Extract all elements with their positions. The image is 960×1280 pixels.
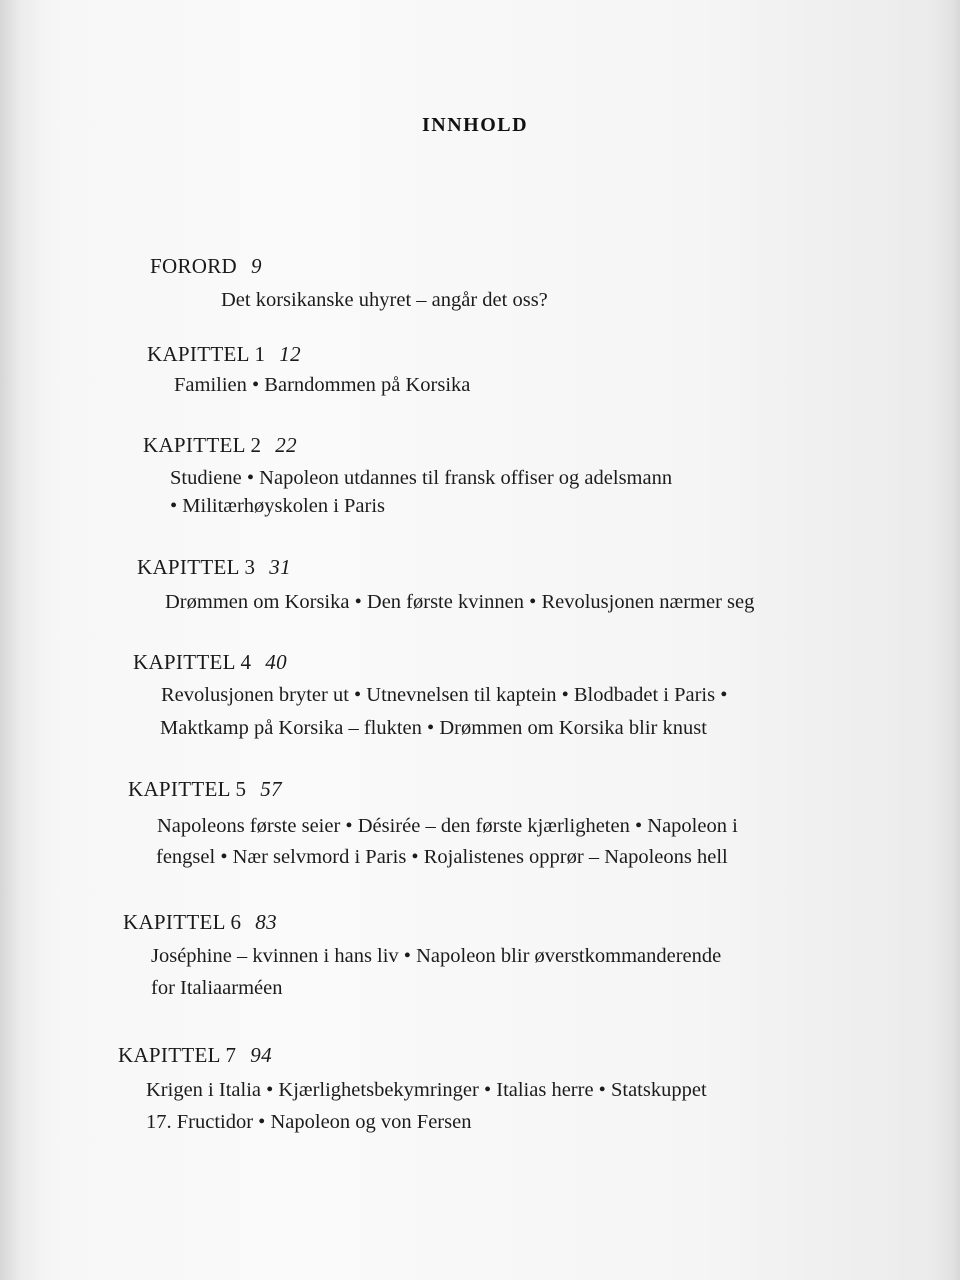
- page-title: INNHOLD: [422, 114, 529, 136]
- section-heading-kapittel-6: [123, 910, 277, 935]
- section-heading-kapittel-3: [137, 555, 291, 580]
- section-line: Revolusjonen bryter ut • Utnevnelsen til kaptein • Blodbadet i Paris •: [161, 684, 728, 706]
- section-heading-kapittel-2: [143, 433, 297, 458]
- section-line: for Italiaarméen: [151, 977, 283, 999]
- section-line: Krigen i Italia • Kjærlighetsbekymringer • Italias herre • Statskuppet: [146, 1079, 707, 1101]
- section-heading-kapittel-7: [118, 1043, 272, 1068]
- section-page-number: 31: [269, 555, 291, 579]
- section-label: KAPITTEL 7: [118, 1043, 237, 1067]
- section-page-number: 40: [265, 650, 287, 674]
- section-line: • Militærhøyskolen i Paris: [170, 495, 386, 517]
- section-label: KAPITTEL 2: [143, 433, 262, 457]
- section-label: KAPITTEL 4: [133, 650, 252, 674]
- section-line: Familien • Barndommen på Korsika: [174, 374, 471, 396]
- section-page-number: 83: [255, 910, 277, 934]
- section-label: KAPITTEL 5: [128, 777, 247, 801]
- section-heading-forord: [150, 254, 262, 279]
- spine-shadow: [0, 0, 40, 1280]
- section-label: FORORD: [150, 254, 237, 278]
- section-page-number: 94: [250, 1043, 272, 1067]
- section-page-number: 22: [275, 433, 297, 457]
- section-heading-kapittel-1: [147, 342, 301, 367]
- section-label: KAPITTEL 6: [123, 910, 242, 934]
- section-page-number: 12: [279, 342, 301, 366]
- section-heading-kapittel-4: [133, 650, 287, 675]
- section-heading-kapittel-5: [128, 777, 282, 802]
- section-page-number: 57: [260, 777, 282, 801]
- section-line: Joséphine – kvinnen i hans liv • Napoleon blir øverstkommanderende: [151, 945, 722, 967]
- section-line: Drømmen om Korsika • Den første kvinnen • Revolusjonen nærmer seg: [165, 591, 755, 613]
- section-line: 17. Fructidor • Napoleon og von Fersen: [146, 1111, 472, 1133]
- section-line: fengsel • Nær selvmord i Paris • Rojalistenes opprør – Napoleons hell: [156, 846, 728, 868]
- section-line: Napoleons første seier • Désirée – den første kjærligheten • Napoleon i: [157, 815, 738, 837]
- section-label: KAPITTEL 3: [137, 555, 256, 579]
- section-line: Studiene • Napoleon utdannes til fransk offiser og adelsmann: [170, 467, 673, 489]
- page-edge: [932, 0, 960, 1280]
- section-line: Maktkamp på Korsika – flukten • Drømmen om Korsika blir knust: [160, 717, 707, 739]
- section-line: Det korsikanske uhyret – angår det oss?: [221, 289, 548, 311]
- section-label: KAPITTEL 1: [147, 342, 266, 366]
- section-page-number: 9: [251, 254, 262, 278]
